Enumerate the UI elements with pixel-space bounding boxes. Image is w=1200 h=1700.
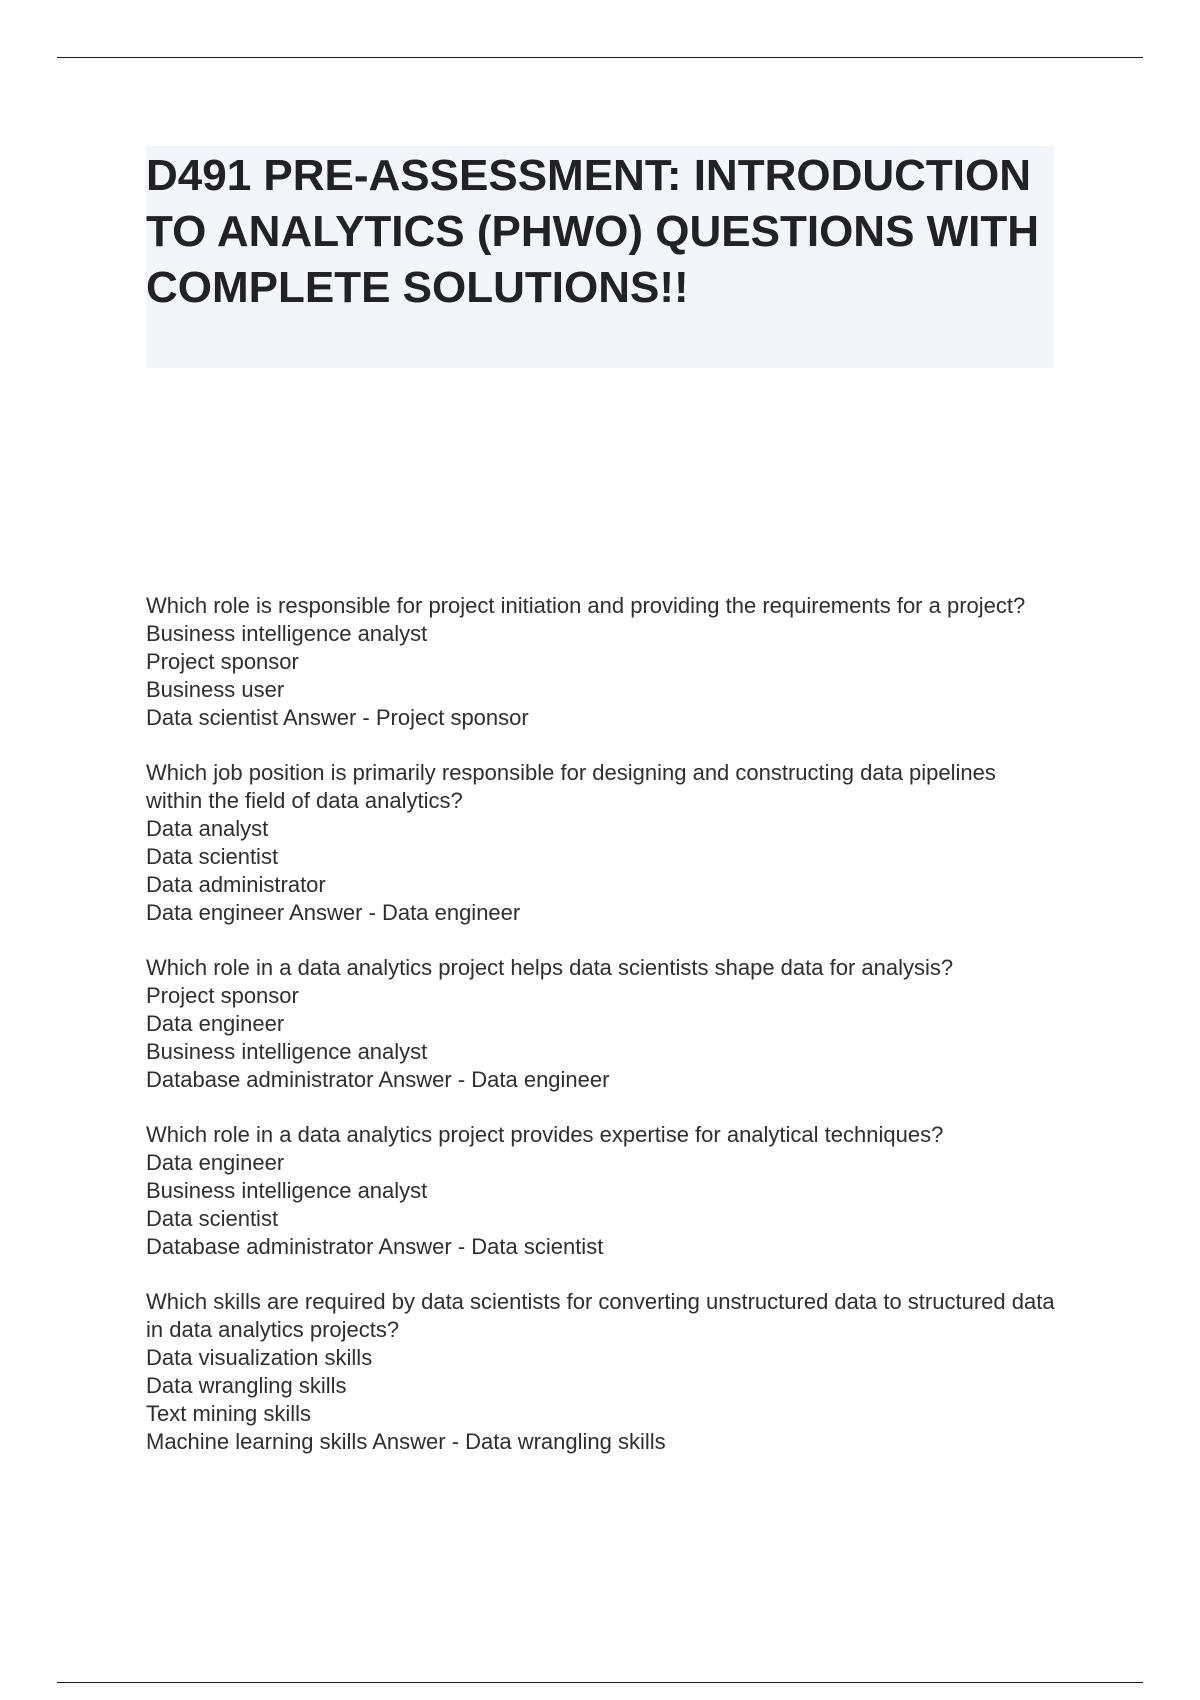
question-text: Which role in a data analytics project helps data scientists shape data for analysis? — [146, 955, 954, 980]
answer-option: Data wrangling skills — [146, 1373, 347, 1398]
answer-option: Project sponsor — [146, 983, 299, 1008]
answer-option-with-answer: Database administrator Answer - Data scientist — [146, 1234, 604, 1259]
question-text: Which role in a data analytics project provides expertise for analytical techniques? — [146, 1122, 944, 1147]
answer-option: Business intelligence analyst — [146, 1039, 428, 1064]
answer-option: Data administrator — [146, 872, 326, 897]
question-text: Which skills are required by data scientists for converting unstructured data to structured data in data analytics projects? — [146, 1289, 1055, 1342]
top-divider — [57, 57, 1143, 58]
answer-option: Business user — [146, 677, 285, 702]
answer-option-with-answer: Database administrator Answer - Data engineer — [146, 1067, 610, 1092]
answer-option-with-answer: Data engineer Answer - Data engineer — [146, 900, 521, 925]
answer-option: Business intelligence analyst — [146, 621, 428, 646]
answer-option: Project sponsor — [146, 649, 299, 674]
answer-option: Text mining skills — [146, 1401, 312, 1426]
question-item — [146, 954, 1056, 1094]
question-text: Which job position is primarily responsible for designing and constructing data pipelines within the field of data analytics? — [146, 760, 996, 813]
title-block — [146, 146, 1054, 368]
question-text: Which role is responsible for project initiation and providing the requirements for a project? — [146, 593, 1026, 618]
question-item — [146, 1288, 1056, 1456]
answer-option: Data visualization skills — [146, 1345, 373, 1370]
bottom-divider — [57, 1682, 1143, 1683]
answer-option: Data scientist — [146, 844, 279, 869]
answer-option: Data engineer — [146, 1011, 285, 1036]
question-item — [146, 759, 1056, 927]
question-list — [146, 592, 1056, 1483]
answer-option-with-answer: Data scientist Answer - Project sponsor — [146, 705, 529, 730]
answer-option: Data engineer — [146, 1150, 285, 1175]
answer-option: Data scientist — [146, 1206, 279, 1231]
document-title: D491 PRE-ASSESSMENT: INTRODUCTION TO ANALYTICS (PHWO) QUESTIONS WITH COMPLETE SOLUTIONS!! — [146, 151, 1040, 312]
question-item — [146, 1121, 1056, 1261]
answer-option: Data analyst — [146, 816, 269, 841]
answer-option-with-answer: Machine learning skills Answer - Data wrangling skills — [146, 1429, 666, 1454]
answer-option: Business intelligence analyst — [146, 1178, 428, 1203]
question-item — [146, 592, 1056, 732]
